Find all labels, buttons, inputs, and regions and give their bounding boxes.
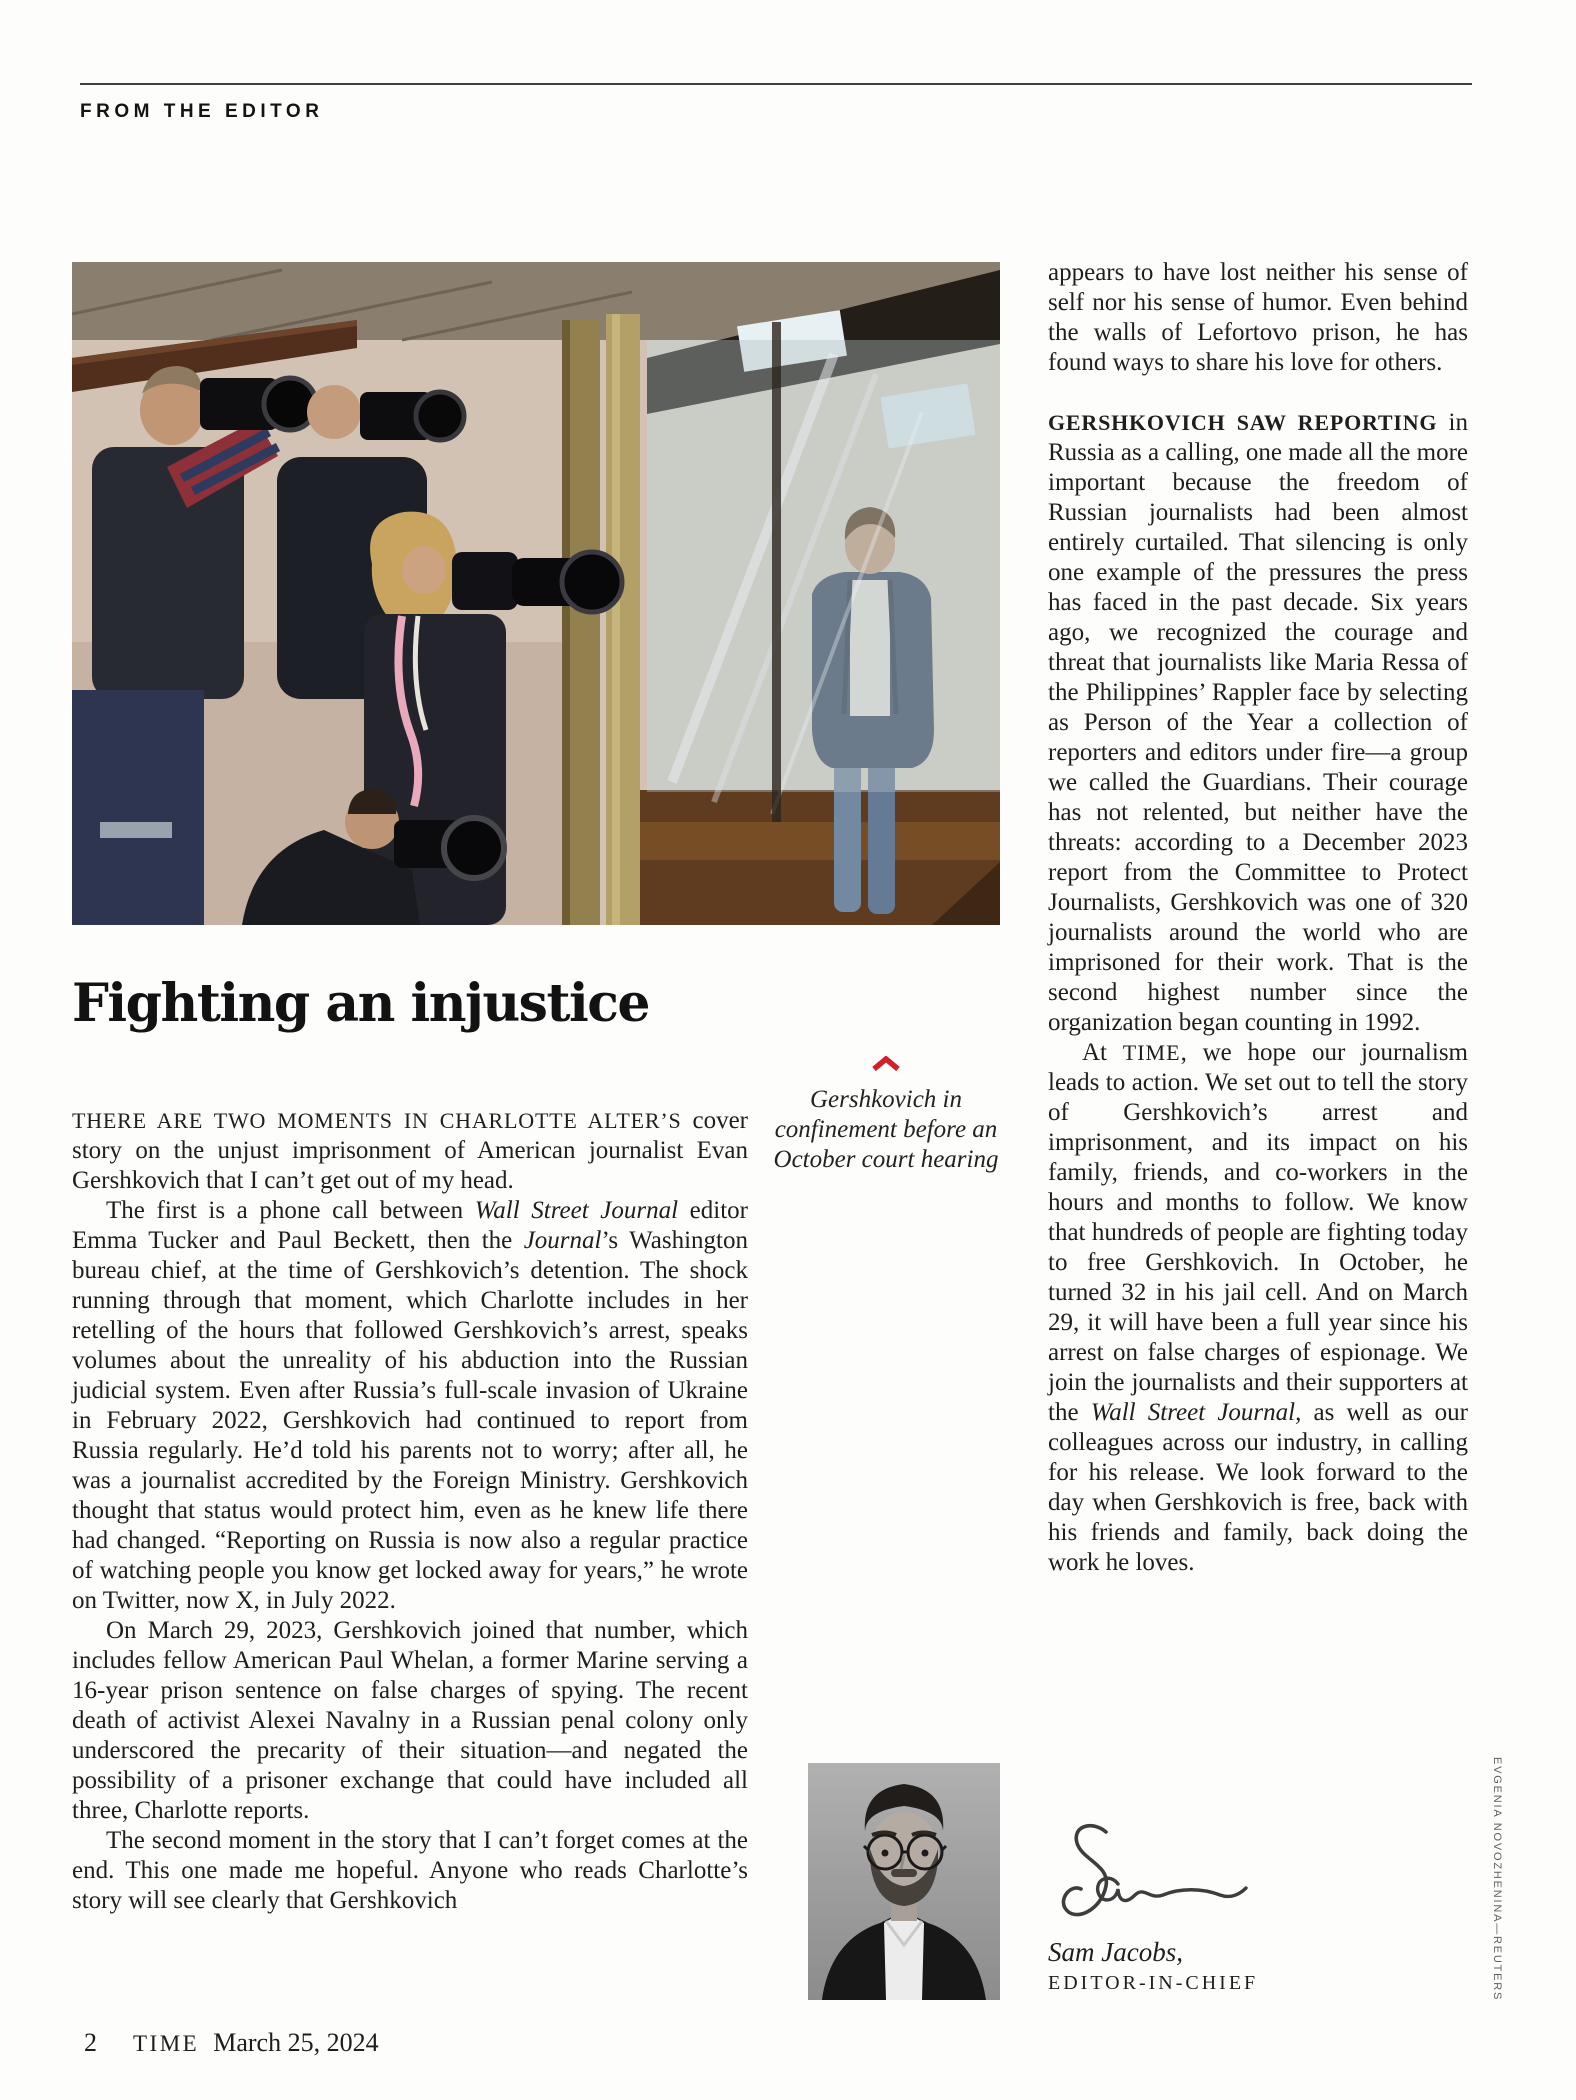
body-column-right (1048, 258, 1468, 1578)
text-segment: , we hope our journalism leads to action. We set out to tell the story of Gershkovich’s arrest and imprisonment, and its impact on his family, friends, and co-workers in the hours and months to follow. We know that hundreds of people are fighting today to free Gershkovich. In October, he turned 32 in his jail cell. And on March 29, it will have been a full year since his arrest on false charges of espionage. We join the journalists and their supporters at the (1048, 1039, 1468, 1426)
text-segment: in Russia as a calling, one made all the more important because the freedom of Russian journalists had been almost entirely curtailed. That silencing is only one example of the pressures the press has faced in the past decade. Six years ago, we recognized the courage and threat that journalists like Maria Ressa of the Philippines’ Rappler face by selecting as Person of the Year a collection of reporters and editors under fire—a group we called the Guardians. Their courage has not relented, but neither have the threats: according to a December 2023 report from the Committee to Protect Journalists, Gershkovich was one of 320 journalists around the world who are imprisoned for their work. That is the second highest number since the organization began counting in 1992. (1048, 409, 1469, 1036)
text-segment: The second moment in the story that I can’t forget comes at the end. This one made me hopeful. Anyone who reads Charlotte’s story will see clearly that Gershkovich (72, 1827, 748, 1914)
photo-credit: EVGENIA NOVOZHENINA—REUTERS (1491, 1757, 1503, 2002)
page-number: 2 (84, 2028, 97, 2057)
body-paragraph (72, 1106, 748, 1196)
caret-up-icon (871, 1056, 901, 1077)
text-segment: ’s Washington bureau chief, at the time of Gershkovich’s detention. The shock running through that moment, which Charlotte includes in her retelling of the hours that followed Gershkovich’s arrest, speaks volumes about the unreality of his abduction into the Russian judicial system. Even after Russia’s full-scale invasion of Ukraine in February 2022, Gershkovich had continued to report from Russia regularly. He’d told his parents not to worry; after all, he was a journalist accredited by the Foreign Ministry. Gershkovich thought that status would protect him, even as he knew life there had changed. “Reporting on Russia is now also a regular practice of watching people you know get locked away for years,” he wrote on Twitter, now X, in July 2022. (72, 1227, 748, 1614)
text-segment: On March 29, 2023, Gershkovich joined that number, which includes fellow American Paul Whelan, a former Marine serving a 16-year prison sentence on false charges of spying. The recent death of activist Alexei Navalny in a Russian penal colony only underscored the precarity of their situation—and negated the possibility of a prisoner exchange that could have included all three, Charlotte reports. (72, 1617, 748, 1824)
text-segment: editor Emma Tucker and Paul Beckett, then the (72, 1197, 748, 1254)
text-segment: cover story on the unjust imprisonment of American journalist Evan Gershkovich that I can’t get out of my head. (72, 1107, 748, 1194)
courtroom-photo-illustration (72, 262, 1000, 925)
body-paragraph (72, 1196, 748, 1616)
text-segment: Journal (523, 1227, 602, 1254)
editor-portrait-photo (808, 1763, 1000, 2000)
body-paragraph (72, 1616, 748, 1826)
article-headline: Fighting an injustice (72, 973, 649, 1034)
text-segment: as well as our colleagues across our industry, in calling for his release. We look forward to the day when Gershkovich is free, back with his friends and family, back doing the work he loves. (1048, 1399, 1468, 1576)
section-kicker: FROM THE EDITOR (80, 101, 324, 122)
text-segment: appears to have lost neither his sense of self nor his sense of humor. Even behind the walls of Lefortovo prison, he has found ways to share his love for others. (1048, 259, 1468, 376)
text-segment: THERE ARE TWO MOMENTS IN CHARLOTTE ALTER’S (72, 1108, 682, 1133)
text-segment: The first is a phone call between (106, 1197, 475, 1224)
body-paragraph (1048, 258, 1468, 378)
sam-jacobs-signature (1050, 1818, 1260, 1936)
text-segment: Wall Street Journal (474, 1197, 679, 1224)
text-segment: At (1082, 1039, 1123, 1066)
portrait-illustration (808, 1763, 1000, 2000)
photo-caption-block (772, 1056, 1000, 1175)
main-photo (72, 262, 1000, 925)
body-paragraph (1048, 1038, 1468, 1578)
body-paragraph (72, 1826, 748, 1916)
body-paragraph (1048, 408, 1468, 1038)
text-segment: GERSHKOVICH SAW REPORTING (1048, 410, 1438, 435)
magazine-name: TIME (133, 2031, 200, 2056)
photo-caption-text: Gershkovich in confinement before an October court hearing (773, 1086, 999, 1173)
byline-name: Sam Jacobs, (1048, 1937, 1183, 1967)
byline-title: EDITOR-IN-CHIEF (1048, 1972, 1259, 1994)
body-column-left (72, 1106, 748, 1916)
text-segment: Wall Street Journal, (1090, 1399, 1302, 1426)
byline-block (1048, 1818, 1468, 1995)
top-rule-divider (80, 83, 1472, 85)
page-footer (84, 2028, 379, 2058)
text-segment: TIME (1122, 1040, 1181, 1065)
issue-date: March 25, 2024 (213, 2028, 379, 2057)
